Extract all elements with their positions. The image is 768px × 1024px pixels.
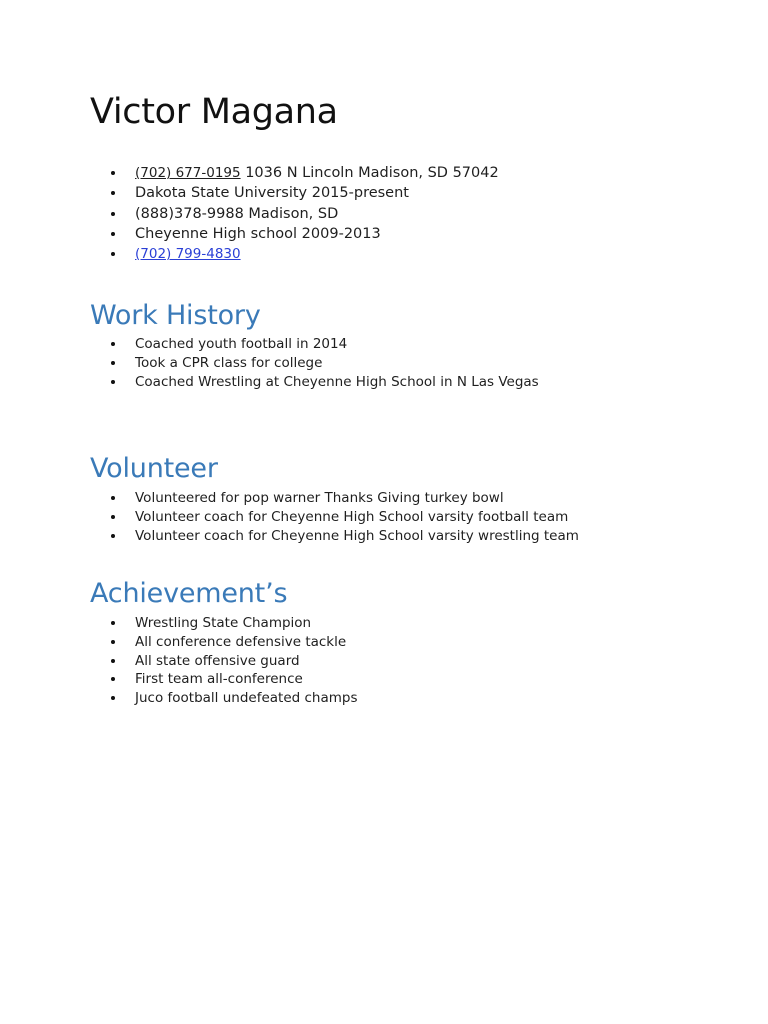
- work-history-heading: Work History: [90, 300, 261, 331]
- list-item: Coached youth football in 2014: [90, 335, 539, 354]
- phone-link-primary[interactable]: (702) 677-0195: [135, 165, 241, 181]
- contact-item-university: Dakota State University 2015-present: [90, 183, 499, 203]
- contact-list: [90, 163, 499, 264]
- list-item: Coached Wrestling at Cheyenne High School in N Las Vegas: [90, 373, 539, 392]
- volunteer-list: [90, 489, 579, 545]
- contact-item-high-school: Cheyenne High school 2009-2013: [90, 224, 499, 244]
- list-item: Volunteer coach for Cheyenne High School varsity football team: [90, 508, 579, 527]
- list-item: All conference defensive tackle: [90, 633, 358, 652]
- phone-link-secondary[interactable]: (702) 799-4830: [135, 246, 241, 263]
- work-history-list: [90, 335, 539, 391]
- volunteer-heading: Volunteer: [90, 453, 218, 484]
- contact-item-phone-city: (888)378-9988 Madison, SD: [90, 204, 499, 224]
- list-item: Wrestling State Champion: [90, 614, 358, 633]
- achievements-list: [90, 614, 358, 708]
- list-item: All state offensive guard: [90, 652, 358, 671]
- list-item: Juco football undefeated champs: [90, 689, 358, 708]
- address-text: 1036 N Lincoln Madison, SD 57042: [240, 165, 499, 181]
- list-item: Took a CPR class for college: [90, 354, 539, 373]
- contact-item-phone-address: [90, 163, 499, 183]
- list-item: Volunteer coach for Cheyenne High School varsity wrestling team: [90, 527, 579, 546]
- contact-item-phone-secondary: [90, 244, 499, 264]
- list-item: Volunteered for pop warner Thanks Giving turkey bowl: [90, 489, 579, 508]
- list-item: First team all-conference: [90, 670, 358, 689]
- achievements-heading: Achievement’s: [90, 578, 288, 609]
- resume-name: Victor Magana: [90, 92, 338, 132]
